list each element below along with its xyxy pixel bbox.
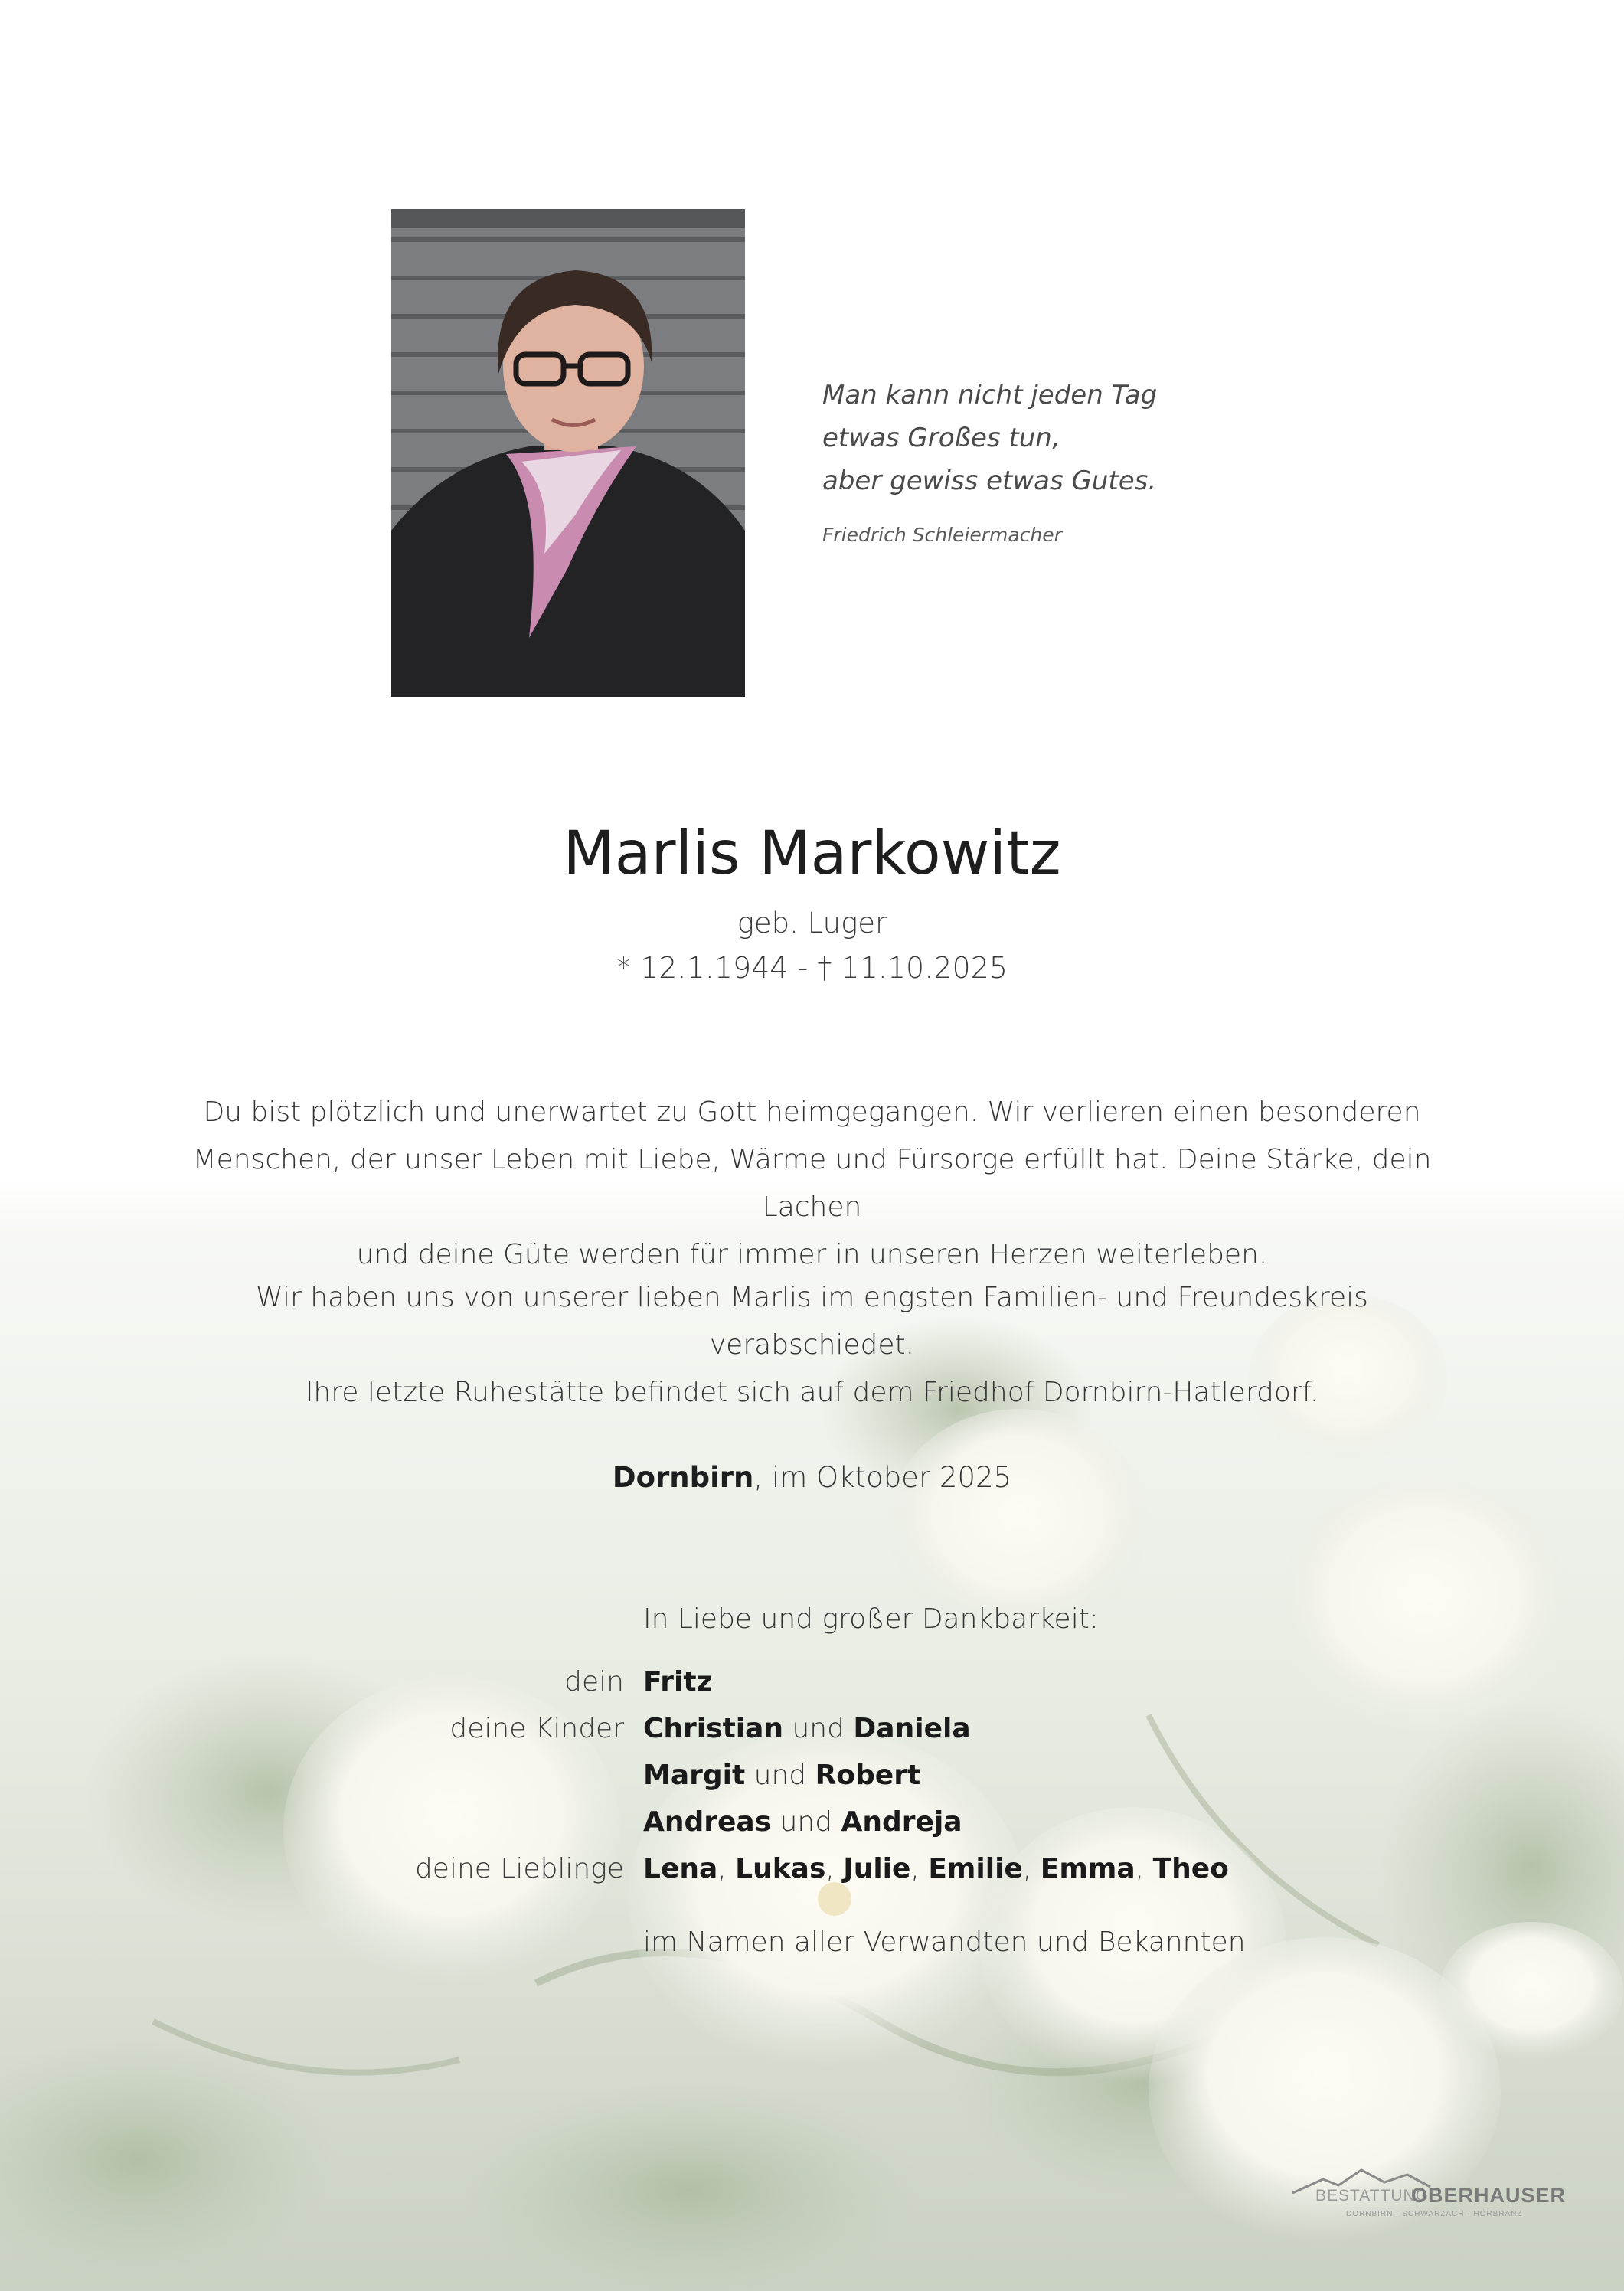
mourner-relation-label: dein [564,1666,624,1698]
mourner-name: Emilie [928,1853,1023,1884]
name-separator: , [825,1853,844,1884]
obituary-paragraph-1 [153,1089,1471,1279]
mourner-name: Robert [815,1760,921,1791]
logo-subtitle: DORNBIRN · SCHWARZACH · HÖRBRANZ [1346,2210,1523,2218]
quote-line: etwas Großes tun, [822,423,1060,453]
mourner-names [643,1760,920,1791]
mourner-names [643,1713,971,1744]
mourner-name: Andreas [643,1806,772,1838]
mourner-name: Margit [643,1760,746,1791]
mourner-relation-label: deine Kinder [449,1713,624,1744]
place-city: Dornbirn [612,1461,754,1494]
name-separator: , [1135,1853,1153,1884]
name-separator: , [717,1853,736,1884]
quote-block [822,374,1282,546]
paragraph-line: Menschen, der unser Leben mit Liebe, Wärme und Fürsorge erfüllt hat. Deine Stärke, dein Lachen [192,1144,1432,1223]
mourner-row [0,1760,1624,1806]
obituary-paragraph-2 [153,1274,1471,1417]
mourner-name: Julie [843,1853,911,1884]
mourner-name: Fritz [643,1666,713,1698]
mourner-name: Emma [1040,1853,1135,1884]
mourners-closing: im Namen aller Verwandten und Bekannten [643,1927,1246,1958]
logo-text-strong: OBERHAUSER [1411,2184,1567,2207]
paragraph-line: Wir haben uns von unserer lieben Marlis im engsten Familien- und Freundeskreis verabschiedet. [256,1282,1368,1361]
mourner-row [0,1713,1624,1760]
mourner-name: Daniela [853,1713,971,1744]
mourner-relation-label: deine Lieblinge [414,1853,624,1884]
mourner-name: Lukas [735,1853,826,1884]
mourners-intro: In Liebe und großer Dankbarkeit: [643,1603,1099,1635]
mourner-row [0,1806,1624,1853]
paragraph-line: Ihre letzte Ruhestätte befindet sich auf dem Friedhof Dornbirn-Hatlerdorf. [305,1377,1319,1408]
name-separator: und [771,1806,841,1838]
name-separator: , [910,1853,929,1884]
mourner-names [643,1666,713,1698]
mourner-name: Andreja [841,1806,962,1838]
mourner-names [643,1853,1229,1884]
place-date-text: , im Oktober 2025 [753,1461,1012,1494]
deceased-name: Marlis Markowitz [563,819,1061,888]
name-separator: und [745,1760,815,1791]
logo-text-light: BESTATTUNG [1315,2187,1430,2204]
mourner-names [643,1806,962,1838]
mourner-row [0,1853,1624,1900]
funeral-home-logo [1292,2164,1567,2218]
birth-name: geb. Luger [737,907,887,940]
paragraph-line: und deine Güte werden für immer in unseren Herzen weiterleben. [356,1239,1268,1270]
quote-author: Friedrich Schleiermacher [822,524,1062,546]
mourner-row [0,1666,1624,1713]
quote-line: aber gewiss etwas Gutes. [822,466,1157,496]
life-dates: * 12.1.1944 - † 11.10.2025 [616,951,1008,985]
name-separator: , [1022,1853,1041,1884]
mourner-name: Christian [643,1713,784,1744]
place-date [0,1461,1624,1494]
portrait-photo [391,209,745,697]
quote-line: Man kann nicht jeden Tag [822,380,1158,410]
mourner-name: Theo [1152,1853,1229,1884]
paragraph-line: Du bist plötzlich und unerwartet zu Gott heimgegangen. Wir verlieren einen besonderen [203,1096,1421,1128]
name-separator: und [783,1713,854,1744]
mourner-name: Lena [643,1853,718,1884]
